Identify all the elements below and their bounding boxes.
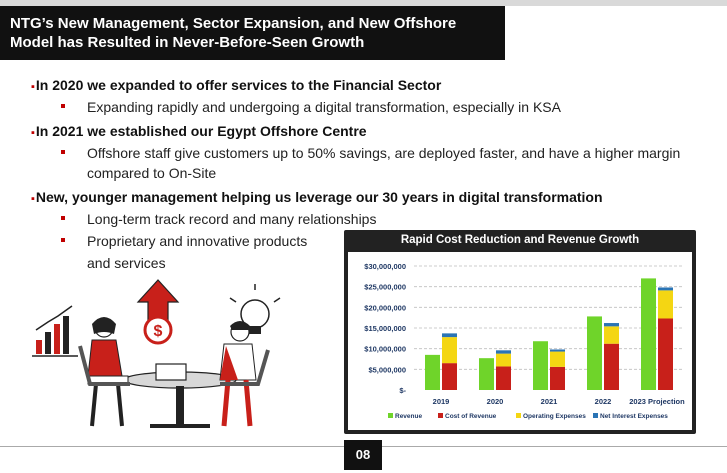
- sub-bullet-4-cont: and services: [87, 255, 166, 271]
- x-tick-label: 2023 Projection: [629, 397, 685, 406]
- cost-of-revenue-bar: [658, 318, 673, 390]
- legend-swatch: [516, 413, 521, 418]
- revenue-bar: [425, 355, 440, 390]
- legend-label: Cost of Revenue: [445, 413, 497, 420]
- y-tick-label: $25,000,000: [364, 282, 406, 292]
- slide-title-line-2: Model has Resulted in Never-Before-Seen Growth: [10, 34, 365, 51]
- operating-expenses-bar: [496, 354, 511, 367]
- y-tick-label: $20,000,000: [364, 303, 406, 313]
- net-interest-expenses-bar: [658, 287, 673, 290]
- sub-bullet-3: Long-term track record and many relationships: [87, 211, 377, 227]
- y-tick-label: $15,000,000: [364, 324, 406, 333]
- y-tick-label: $5,000,000: [368, 365, 406, 375]
- net-interest-expenses-bar: [604, 323, 619, 326]
- legend-label: Net Interest Expenses: [600, 413, 668, 420]
- business-illustration: [30, 276, 330, 436]
- net-interest-expenses-bar: [442, 333, 457, 337]
- bullet-2: [31, 122, 367, 142]
- net-interest-expenses-bar: [496, 350, 511, 353]
- woman-figure: [80, 317, 130, 426]
- revenue-bar: [641, 278, 656, 390]
- legend-swatch: [438, 413, 443, 418]
- revenue-bar: [587, 316, 602, 390]
- bullet-3-text: New, younger management helping us leverage our 30 years in digital transformation: [35, 189, 603, 205]
- bar-chart: [348, 252, 692, 430]
- sub-bullet-4: Proprietary and innovative products: [87, 233, 308, 249]
- page-number: 08: [344, 440, 382, 470]
- bullet-1: [31, 76, 441, 96]
- cost-of-revenue-bar: [604, 344, 619, 390]
- bar-chart-icon: [32, 306, 78, 356]
- x-tick-label: 2019: [432, 397, 450, 406]
- operating-expenses-bar: [658, 290, 673, 318]
- slide-title-line-1: NTG’s New Management, Sector Expansion, and New Offshore: [10, 15, 457, 32]
- svg-text:$: $: [153, 323, 163, 340]
- dollar-circle-icon: [145, 317, 171, 343]
- bullet-marker-icon: ▪: [31, 127, 35, 139]
- revenue-bar: [479, 358, 494, 390]
- bullet-3: [31, 188, 603, 208]
- cost-of-revenue-bar: [442, 363, 457, 390]
- slide-title-box: [0, 6, 505, 60]
- operating-expenses-bar: [442, 337, 457, 363]
- sub-bullet-marker-icon: [61, 238, 65, 242]
- net-interest-expenses-bar: [550, 349, 565, 351]
- chart-title: Rapid Cost Reduction and Revenue Growth: [400, 234, 640, 246]
- operating-expenses-bar: [604, 326, 619, 343]
- legend-swatch: [593, 413, 598, 418]
- meeting-table: [124, 364, 236, 428]
- legend-label: Operating Expenses: [523, 413, 586, 420]
- legend-label: Revenue: [395, 413, 423, 420]
- y-tick-label: $-: [399, 386, 406, 395]
- sub-bullet-marker-icon: [61, 104, 65, 108]
- sub-bullet-marker-icon: [61, 150, 65, 154]
- x-tick-label: 2022: [594, 397, 612, 406]
- chart-panel: [344, 230, 696, 434]
- man-figure: [220, 321, 268, 426]
- sub-bullet-1: Expanding rapidly and undergoing a digital transformation, especially in KSA: [87, 99, 561, 115]
- y-tick-label: $10,000,000: [364, 344, 406, 354]
- revenue-bar: [533, 341, 548, 390]
- bullet-2-text: In 2021 we established our Egypt Offshore Centre: [35, 123, 367, 139]
- x-tick-label: 2021: [540, 397, 558, 406]
- x-tick-label: 2020: [486, 397, 504, 406]
- legend-swatch: [388, 413, 393, 418]
- operating-expenses-bar: [550, 352, 565, 367]
- bullet-1-text: In 2020 we expanded to offer services to the Financial Sector: [35, 77, 442, 93]
- sub-bullet-2: Offshore staff give customers up to 50% savings, are deployed faster, and have a higher margin: [87, 145, 681, 161]
- cost-of-revenue-bar: [496, 366, 511, 390]
- y-tick-label: $30,000,000: [364, 262, 406, 271]
- sub-bullet-2-cont: compared to On-Site: [87, 165, 217, 181]
- bullet-marker-icon: ▪: [31, 193, 35, 205]
- sub-bullet-marker-icon: [61, 216, 65, 220]
- bullet-marker-icon: ▪: [31, 81, 35, 93]
- cost-of-revenue-bar: [550, 367, 565, 390]
- chart-area: [348, 252, 692, 430]
